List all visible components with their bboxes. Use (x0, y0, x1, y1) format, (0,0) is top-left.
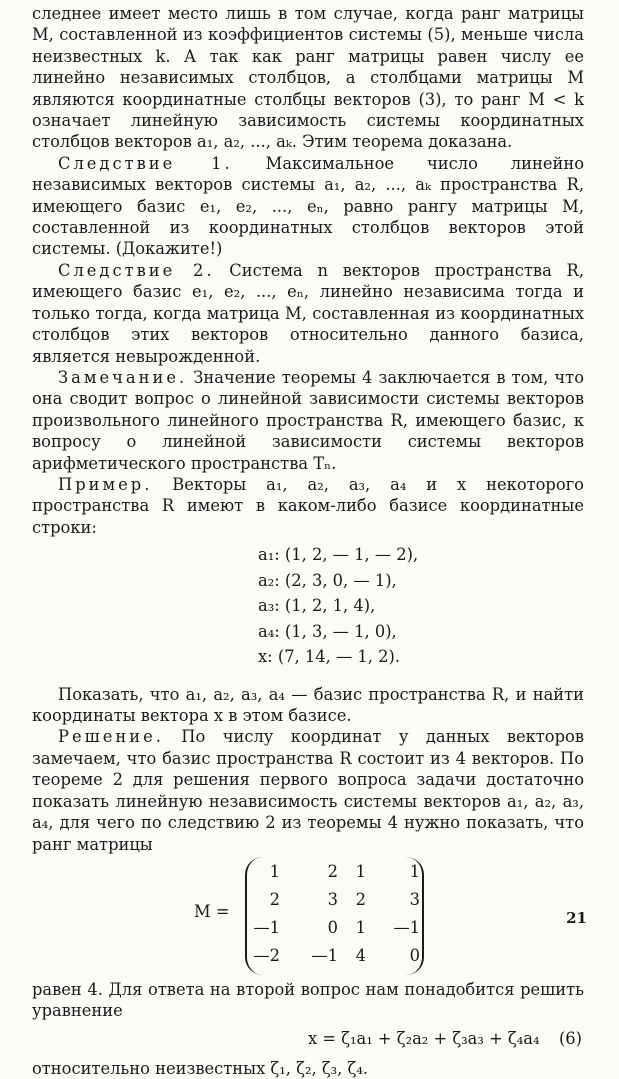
equation-6 (32, 1026, 584, 1056)
matrix-row (250, 861, 420, 889)
remark-heading: Замечание. (58, 367, 188, 387)
matrix-cell: 2 (269, 889, 280, 909)
vector-row: a₁: (1, 2, — 1, — 2), (258, 545, 419, 565)
matrix-m (32, 857, 584, 975)
matrix-cell: 0 (327, 917, 338, 937)
equation-formula: x = ζ₁a₁ + ζ₂a₂ + ζ₃a₃ + ζ₄a₄ (308, 1028, 540, 1048)
paragraph-task: Показать, что a₁, a₂, a₃, a₄ — базис пространства R, и найти координаты вектора x в этом базисе. (32, 684, 584, 726)
paragraph-rank: равен 4. Для ответа на второй вопрос нам понадобится решить уравнение (32, 979, 584, 1021)
paragraph-corollary-1 (32, 153, 584, 260)
corollary-1-text: Максимальное число линейно независимых векторов системы a₁, a₂, ..., aₖ пространства R, имеющего базис e₁, e₂, ..., eₙ, равно рангу матрицы M, составленной из координатных столбцов векторов этой системы. (Докажите!) (32, 153, 584, 259)
vector-row: x: (7, 14, — 1, 2). (258, 647, 401, 667)
paragraph-remark (32, 367, 584, 474)
matrix-cell: 3 (409, 889, 420, 909)
matrix-label: M = (194, 901, 230, 921)
corollary-2-text: Система n векторов пространства R, имеющего базис e₁, e₂, ..., eₙ, линейно независима тогда и только тогда, когда матрица M, составленная из координатных столбцов этих векторов относительно данного базиса, является невырожденной. (32, 260, 584, 366)
matrix-row (250, 945, 420, 973)
page-body (32, 3, 584, 1079)
vector-row: a₂: (2, 3, 0, — 1), (258, 570, 397, 590)
solution-text: По числу координат у данных векторов замечаем, что базис пространства R состоит из 4 векторов. По теореме 2 для решения первого вопроса задачи достаточно показать линейную независимость системы векторов a₁, a₂, a₃, a₄, для чего по следствию 2 из теоремы 4 нужно показать, что ранг матрицы (32, 727, 584, 854)
matrix-cell: 1 (269, 861, 280, 881)
matrix-cell: 0 (409, 945, 420, 965)
coordinate-rows (258, 542, 584, 670)
solution-heading: Решение. (58, 727, 164, 747)
matrix-cell: 1 (355, 861, 366, 881)
paragraph-example (32, 474, 584, 538)
vector-row: a₄: (1, 3, — 1, 0), (258, 621, 397, 641)
matrix-cell: 4 (355, 945, 366, 965)
corollary-2-heading: Следствие 2. (58, 260, 215, 280)
matrix-cell: 2 (327, 861, 338, 881)
matrix-row (250, 917, 420, 945)
matrix-cell: —1 (393, 917, 420, 937)
matrix-row (250, 889, 420, 917)
matrix-cell: —1 (253, 917, 280, 937)
matrix-cell: 1 (355, 917, 366, 937)
matrix-cell: 3 (327, 889, 338, 909)
paragraph-proof-end: следнее имеет место лишь в том случае, когда ранг матрицы M, составленной из коэффициентов системы (5), меньше числа неизвестных k. А так как ранг матрицы равен числу ее линейно независимых столбцов, а столбцами матрицы M являются координатные столбцы векторов (3), то ранг M < k означает линейную зависимость системы координатных столбцов векторов a₁, a₂, ..., aₖ. Этим теорема доказана. (32, 4, 584, 152)
remark-text: Значение теоремы 4 заключается в том, что она сводит вопрос о линейной зависимости системы векторов произвольного линейного пространства R, имеющего базис, к вопросу о линейной зависимости системы векторов арифметического пространства Tₙ. (32, 367, 584, 473)
equation-number: (6) (558, 1028, 582, 1048)
paragraph-unknowns: относительно неизвестных ζ₁, ζ₂, ζ₃, ζ₄. (32, 1058, 369, 1078)
matrix-cell: —2 (253, 945, 280, 965)
corollary-1-heading: Следствие 1. (58, 153, 233, 173)
example-heading: Пример. (58, 474, 153, 494)
vector-row: a₃: (1, 2, 1, 4), (258, 596, 376, 616)
matrix-cell: 2 (355, 889, 366, 909)
matrix-cell: 1 (409, 861, 420, 881)
paragraph-solution (32, 726, 584, 854)
example-text: Векторы a₁, a₂, a₃, a₄ и x некоторого пространства R имеют в каком-либо базисе координатные строки: (32, 474, 584, 537)
matrix-cell: —1 (311, 945, 338, 965)
page-number: 21 (566, 909, 587, 927)
paragraph-corollary-2 (32, 260, 584, 367)
